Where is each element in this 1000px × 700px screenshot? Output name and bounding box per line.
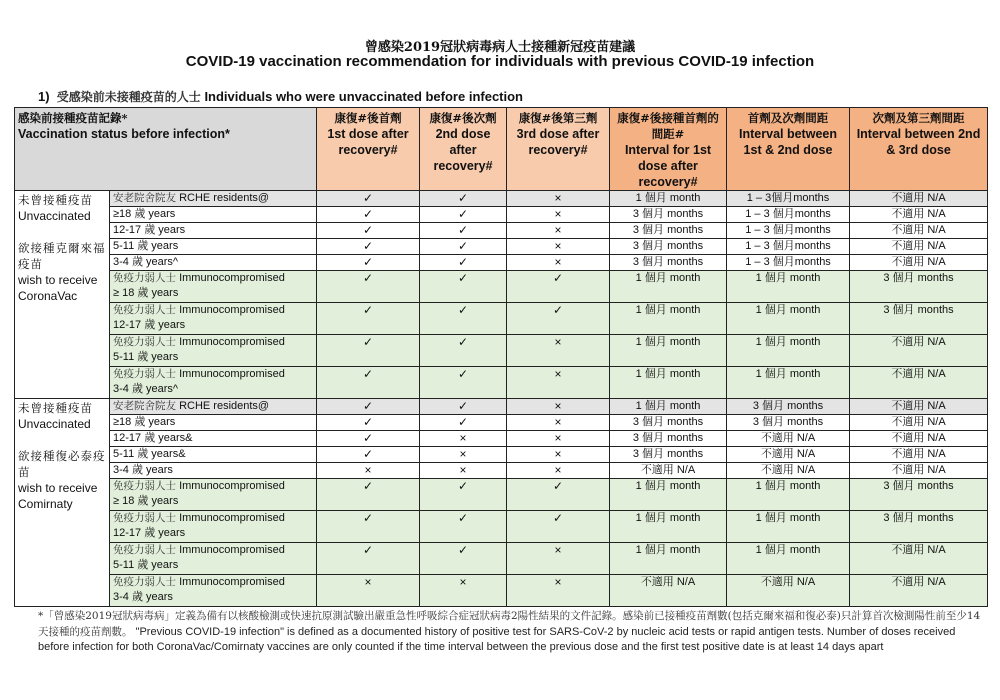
check-icon: ✓	[317, 223, 420, 239]
interval-cell: 不適用 N/A	[727, 431, 850, 447]
cross-icon: ×	[507, 207, 610, 223]
check-icon: ✓	[317, 447, 420, 463]
interval-cell: 不適用 N/A	[850, 335, 988, 367]
check-icon: ✓	[507, 511, 610, 543]
header-dose1-zh: 康復#後首劑	[334, 111, 402, 125]
interval-cell: 不適用 N/A	[727, 463, 850, 479]
interval-cell: 1 個月 month	[610, 479, 727, 511]
cross-icon: ×	[507, 431, 610, 447]
interval-cell: 不適用 N/A	[850, 543, 988, 575]
interval-cell: 1 個月 month	[610, 399, 727, 415]
interval-cell: 不適用 N/A	[727, 447, 850, 463]
check-icon: ✓	[317, 239, 420, 255]
age-group: ≥ 18 歲 years	[113, 495, 179, 507]
interval-cell: 3 個月 months	[850, 511, 988, 543]
interval-cell: 1 – 3 個月months	[727, 207, 850, 223]
header-dose1	[317, 108, 420, 191]
interval-cell: 1 個月 month	[610, 271, 727, 303]
category-zh: 免疫力弱人士	[113, 368, 176, 380]
interval-cell: 不適用 N/A	[850, 223, 988, 239]
check-icon: ✓	[420, 479, 507, 511]
check-icon: ✓	[420, 191, 507, 207]
category-cell	[110, 431, 317, 447]
category-cell	[110, 191, 317, 207]
interval-cell: 1 個月 month	[727, 511, 850, 543]
interval-cell: 1 – 3 個月months	[727, 239, 850, 255]
cross-icon: ×	[507, 367, 610, 399]
check-icon: ✓	[420, 271, 507, 303]
header-interval23	[850, 108, 988, 191]
table-row	[15, 223, 988, 239]
category-en: Immunocompromised	[179, 512, 285, 524]
category-cell	[110, 255, 317, 271]
section-heading	[38, 88, 523, 105]
category-zh: 免疫力弱人士	[113, 512, 176, 524]
interval-cell: 1 – 3 個月months	[727, 255, 850, 271]
group-zh1: 未曾接種疫苗	[18, 401, 93, 415]
age-group: ≥ 18 歲 years	[113, 287, 179, 299]
table-row	[15, 255, 988, 271]
interval-cell: 不適用 N/A	[850, 399, 988, 415]
interval-cell: 不適用 N/A	[850, 431, 988, 447]
interval-cell: 1 個月 month	[610, 367, 727, 399]
check-icon: ✓	[317, 207, 420, 223]
group-en1: Unvaccinated	[18, 417, 91, 431]
category-cell	[110, 207, 317, 223]
table-row	[15, 479, 988, 511]
interval-cell: 不適用 N/A	[850, 463, 988, 479]
category-cell	[110, 271, 317, 303]
group-zh2: 欲接種克爾來福疫苗	[18, 241, 106, 271]
cross-icon: ×	[507, 447, 610, 463]
check-icon: ✓	[420, 511, 507, 543]
check-icon: ✓	[507, 271, 610, 303]
category-en: Immunocompromised	[179, 304, 285, 316]
interval-cell: 1 – 3個月months	[727, 191, 850, 207]
category-en: Immunocompromised	[179, 272, 285, 284]
category-cell	[110, 511, 317, 543]
check-icon: ✓	[317, 335, 420, 367]
section-title-en: Individuals who were unvaccinated before infection	[204, 89, 524, 104]
interval-cell: 3 個月 months	[610, 255, 727, 271]
cross-icon: ×	[420, 447, 507, 463]
check-icon: ✓	[317, 415, 420, 431]
interval-cell: 不適用 N/A	[850, 575, 988, 607]
title-english: COVID-19 vaccination recommendation for individuals with previous COVID-19 infection	[185, 53, 815, 70]
interval-cell: 3 個月 months	[610, 207, 727, 223]
table-row	[15, 239, 988, 255]
category-zh: 免疫力弱人士	[113, 480, 176, 492]
category-en: Immunocompromised	[179, 368, 285, 380]
group-zh1: 未曾接種疫苗	[18, 193, 93, 207]
interval-cell: 1 – 3 個月months	[727, 223, 850, 239]
interval-cell: 不適用 N/A	[850, 367, 988, 399]
age-group: 3-4 歲 years	[113, 591, 173, 603]
interval-cell: 1 個月 month	[610, 511, 727, 543]
interval-cell: 3 個月 months	[610, 447, 727, 463]
category-cell	[110, 463, 317, 479]
header-interval1-zh: 康復#後接種首劑的間距#	[617, 111, 719, 141]
recommendation-table	[14, 107, 988, 607]
header-interval1-en: Interval for 1st dose after recovery#	[624, 143, 712, 189]
age-group: 5-11 歲 years	[113, 240, 179, 252]
header-dose3	[507, 108, 610, 191]
check-icon: ✓	[420, 239, 507, 255]
age-group: 12-17 歲 years	[113, 527, 186, 539]
check-icon: ✓	[420, 415, 507, 431]
cross-icon: ×	[507, 335, 610, 367]
cross-icon: ×	[507, 255, 610, 271]
footnote	[38, 609, 988, 656]
cross-icon: ×	[507, 399, 610, 415]
table-row	[15, 303, 988, 335]
footnote-en: "Previous COVID-19 infection" is defined as a documented history of positive test for SARS-CoV-2 by nucleic acid tests or rapid antigen tests. Number of doses received before infection for both CoronaVac/Comirnaty vaccines are only counted if the time interval between the previous dose and the first test positive date is at least 14 days apart	[38, 625, 956, 653]
interval-cell: 3 個月 months	[850, 479, 988, 511]
header-dose3-en: 3rd dose after recovery#	[516, 127, 600, 157]
category-cell	[110, 575, 317, 607]
check-icon: ✓	[420, 303, 507, 335]
category-cell	[110, 447, 317, 463]
cross-icon: ×	[317, 575, 420, 607]
check-icon: ✓	[420, 255, 507, 271]
footnote-zh: *「曾感染2019冠狀病毒病」定義為備有以核酸檢測或快速抗原測試驗出嚴重急性呼吸綜合症冠狀病毒2陽性結果的文件記錄。感染前已接種疫苗劑數(包括克爾來福和復必泰)只計算首次檢測陽性前至少14天接種的疫苗劑數。	[38, 610, 981, 638]
table-row	[15, 447, 988, 463]
interval-cell: 3 個月 months	[610, 239, 727, 255]
interval-cell: 不適用 N/A	[727, 575, 850, 607]
table-row	[15, 335, 988, 367]
cross-icon: ×	[317, 463, 420, 479]
interval-cell: 不適用 N/A	[850, 207, 988, 223]
header-status	[15, 108, 317, 191]
header-dose3-zh: 康復#後第三劑	[518, 111, 598, 125]
header-status-zh: 感染前接種疫苗記錄*	[18, 111, 128, 125]
check-icon: ✓	[317, 431, 420, 447]
interval-cell: 1 個月 month	[727, 271, 850, 303]
interval-cell: 3 個月 months	[727, 399, 850, 415]
group-en2: wish to receive CoronaVac	[18, 273, 98, 303]
category-en: Immunocompromised	[179, 480, 285, 492]
group-en2: wish to receive Comirnaty	[18, 481, 98, 511]
cross-icon: ×	[507, 415, 610, 431]
age-group: ≥18 歲 years	[113, 416, 176, 428]
cross-icon: ×	[420, 575, 507, 607]
category-zh: 免疫力弱人士	[113, 272, 176, 284]
check-icon: ✓	[317, 255, 420, 271]
category-cell	[110, 239, 317, 255]
category-zh: 免疫力弱人士	[113, 336, 176, 348]
category-zh: 安老院舍院友	[113, 192, 176, 204]
header-interval12-en: Interval between 1st & 2nd dose	[739, 127, 837, 157]
header-status-en: Vaccination status before infection*	[18, 127, 230, 141]
interval-cell: 不適用 N/A	[850, 415, 988, 431]
interval-cell: 不適用 N/A	[850, 255, 988, 271]
header-dose2-zh: 康復#後次劑	[429, 111, 497, 125]
header-dose2-en: 2nd dose after recovery#	[433, 127, 493, 173]
table-row	[15, 415, 988, 431]
check-icon: ✓	[507, 479, 610, 511]
check-icon: ✓	[317, 191, 420, 207]
interval-cell: 1 個月 month	[727, 335, 850, 367]
interval-cell: 3 個月 months	[850, 303, 988, 335]
cross-icon: ×	[507, 239, 610, 255]
check-icon: ✓	[420, 399, 507, 415]
category-zh: 安老院舍院友	[113, 400, 176, 412]
check-icon: ✓	[317, 479, 420, 511]
interval-cell: 不適用 N/A	[610, 575, 727, 607]
category-cell	[110, 399, 317, 415]
check-icon: ✓	[317, 271, 420, 303]
category-cell	[110, 223, 317, 239]
header-interval1	[610, 108, 727, 191]
interval-cell: 不適用 N/A	[610, 463, 727, 479]
check-icon: ✓	[420, 367, 507, 399]
table-row	[15, 399, 988, 415]
check-icon: ✓	[420, 543, 507, 575]
category-en: RCHE residents@	[179, 192, 270, 204]
age-group: 5-11 歲 years&	[113, 448, 186, 460]
header-dose1-en: 1st dose after recovery#	[327, 127, 409, 157]
table-row	[15, 463, 988, 479]
table-row	[15, 191, 988, 207]
category-zh: 免疫力弱人士	[113, 544, 176, 556]
group-label	[15, 191, 110, 399]
category-cell	[110, 415, 317, 431]
interval-cell: 不適用 N/A	[850, 191, 988, 207]
group-label	[15, 399, 110, 607]
interval-cell: 3 個月 months	[610, 415, 727, 431]
category-en: Immunocompromised	[179, 336, 285, 348]
header-interval23-zh: 次劑及第三劑間距	[872, 111, 965, 125]
cross-icon: ×	[507, 575, 610, 607]
cross-icon: ×	[507, 223, 610, 239]
category-cell	[110, 335, 317, 367]
interval-cell: 1 個月 month	[610, 191, 727, 207]
category-zh: 免疫力弱人士	[113, 576, 176, 588]
category-en: Immunocompromised	[179, 544, 285, 556]
category-zh: 免疫力弱人士	[113, 304, 176, 316]
check-icon: ✓	[317, 303, 420, 335]
cross-icon: ×	[420, 431, 507, 447]
interval-cell: 3 個月 months	[727, 415, 850, 431]
age-group: 3-4 歲 years^	[113, 256, 179, 268]
interval-cell: 1 個月 month	[610, 303, 727, 335]
table-row	[15, 207, 988, 223]
interval-cell: 3 個月 months	[610, 431, 727, 447]
title-chinese: 曾感染2019冠狀病毒病人士接種新冠疫苗建議	[364, 40, 636, 55]
category-cell	[110, 303, 317, 335]
interval-cell: 1 個月 month	[727, 303, 850, 335]
header-dose2	[420, 108, 507, 191]
interval-cell: 1 個月 month	[727, 543, 850, 575]
check-icon: ✓	[317, 399, 420, 415]
age-group: 12-17 歲 years	[113, 224, 186, 236]
cross-icon: ×	[507, 543, 610, 575]
age-group: ≥18 歲 years	[113, 208, 176, 220]
check-icon: ✓	[420, 335, 507, 367]
interval-cell: 不適用 N/A	[850, 239, 988, 255]
section-title-zh: 受感染前未接種疫苗的人士	[56, 90, 201, 104]
cross-icon: ×	[507, 463, 610, 479]
section-number: 1)	[38, 89, 50, 104]
group-zh2: 欲接種復必泰疫苗	[18, 449, 106, 479]
header-row	[15, 108, 988, 191]
header-interval23-en: Interval between 2nd & 3rd dose	[856, 127, 981, 157]
age-group: 12-17 歲 years	[113, 319, 186, 331]
category-cell	[110, 543, 317, 575]
category-en: Immunocompromised	[179, 576, 285, 588]
cross-icon: ×	[420, 463, 507, 479]
header-interval12-zh: 首劑及次劑間距	[747, 111, 829, 125]
table-row	[15, 271, 988, 303]
category-cell	[110, 479, 317, 511]
table-row	[15, 575, 988, 607]
age-group: 5-11 歲 years	[113, 559, 179, 571]
check-icon: ✓	[317, 543, 420, 575]
table-row	[15, 367, 988, 399]
interval-cell: 不適用 N/A	[850, 447, 988, 463]
header-interval12	[727, 108, 850, 191]
category-en: RCHE residents@	[179, 400, 270, 412]
age-group: 12-17 歲 years&	[113, 432, 193, 444]
cross-icon: ×	[507, 191, 610, 207]
check-icon: ✓	[317, 367, 420, 399]
check-icon: ✓	[507, 303, 610, 335]
table-row	[15, 543, 988, 575]
interval-cell: 3 個月 months	[610, 223, 727, 239]
table-row	[15, 431, 988, 447]
age-group: 3-4 歲 years^	[113, 383, 179, 395]
age-group: 3-4 歲 years	[113, 464, 173, 476]
interval-cell: 1 個月 month	[727, 367, 850, 399]
category-cell	[110, 367, 317, 399]
check-icon: ✓	[317, 511, 420, 543]
age-group: 5-11 歲 years	[113, 351, 179, 363]
table-row	[15, 511, 988, 543]
interval-cell: 1 個月 month	[727, 479, 850, 511]
check-icon: ✓	[420, 223, 507, 239]
interval-cell: 3 個月 months	[850, 271, 988, 303]
check-icon: ✓	[420, 207, 507, 223]
interval-cell: 1 個月 month	[610, 543, 727, 575]
interval-cell: 1 個月 month	[610, 335, 727, 367]
group-en1: Unvaccinated	[18, 209, 91, 223]
